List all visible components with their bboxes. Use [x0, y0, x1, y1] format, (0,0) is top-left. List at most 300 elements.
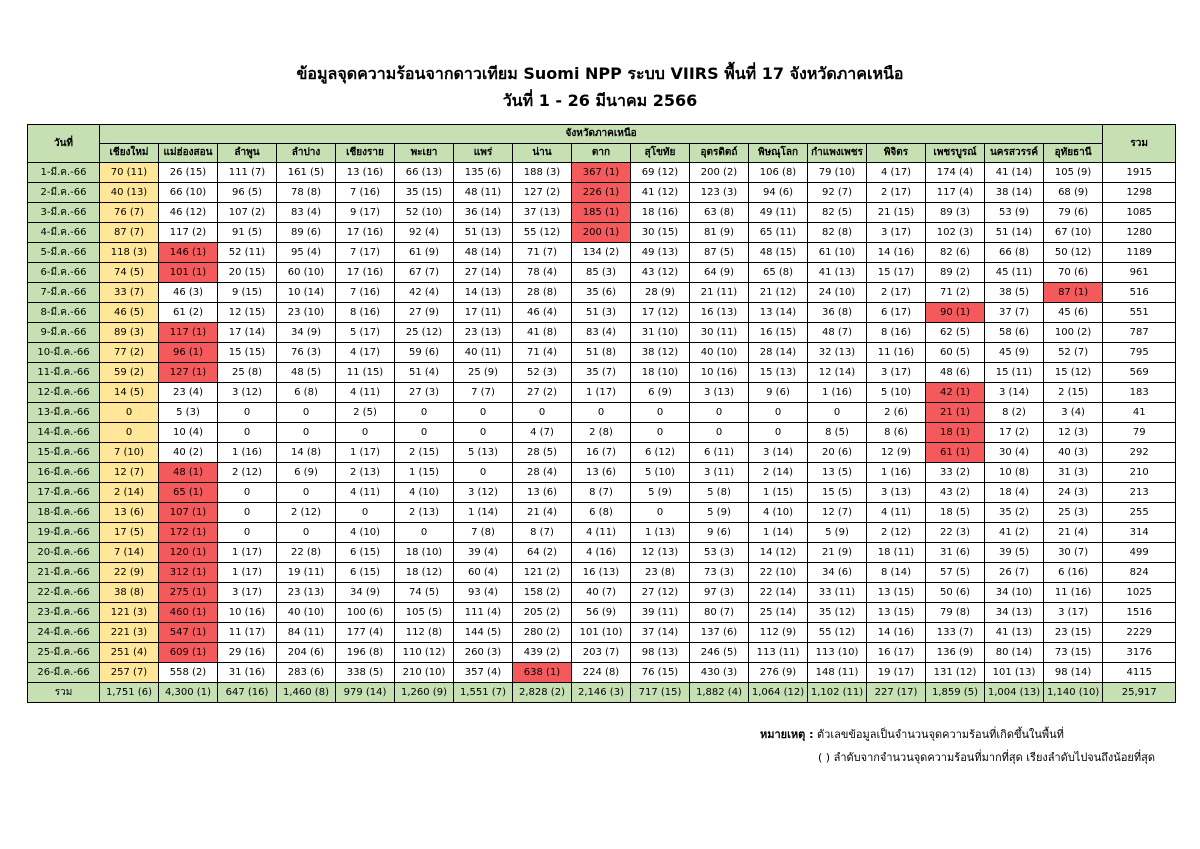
table-cell: 257 (7) — [100, 663, 159, 683]
table-cell: 97 (3) — [690, 583, 749, 603]
table-cell: 8 (16) — [867, 323, 926, 343]
table-cell: 66 (8) — [985, 243, 1044, 263]
table-cell: 11 (15) — [336, 363, 395, 383]
table-cell: 1 (15) — [395, 463, 454, 483]
table-cell: 46 (5) — [100, 303, 159, 323]
table-cell: 45 (11) — [985, 263, 1044, 283]
table-cell: 38 (5) — [985, 283, 1044, 303]
table-cell: 18 (4) — [985, 483, 1044, 503]
table-cell: 6 (9) — [631, 383, 690, 403]
table-cell: 0 — [218, 483, 277, 503]
table-cell: 0 — [218, 423, 277, 443]
table-cell: 59 (2) — [100, 363, 159, 383]
table-cell: 10 (8) — [985, 463, 1044, 483]
table-cell: 3 (12) — [218, 383, 277, 403]
table-cell: 117 (4) — [926, 183, 985, 203]
table-cell: 21 (11) — [690, 283, 749, 303]
table-cell: 3 (13) — [867, 483, 926, 503]
header-province: ตาก — [572, 144, 631, 163]
table-cell: 83 (4) — [572, 323, 631, 343]
table-cell: 158 (2) — [513, 583, 572, 603]
table-cell: 45 (6) — [1044, 303, 1103, 323]
table-cell: 70 (11) — [100, 163, 159, 183]
table-row — [28, 363, 1176, 383]
row-total: 79 — [1103, 423, 1176, 443]
table-row — [28, 183, 1176, 203]
table-cell: 34 (13) — [985, 603, 1044, 623]
row-date: 17-มี.ค.-66 — [28, 483, 100, 503]
table-cell: 34 (6) — [808, 563, 867, 583]
table-cell: 102 (3) — [926, 223, 985, 243]
sum-cell: 1,140 (10) — [1044, 683, 1103, 703]
table-cell: 174 (4) — [926, 163, 985, 183]
table-cell: 4 (17) — [867, 163, 926, 183]
table-cell: 17 (2) — [985, 423, 1044, 443]
table-cell: 127 (1) — [159, 363, 218, 383]
table-cell: 84 (11) — [277, 623, 336, 643]
table-cell: 34 (10) — [985, 583, 1044, 603]
table-cell: 547 (1) — [159, 623, 218, 643]
table-cell: 23 (13) — [454, 323, 513, 343]
table-cell: 46 (3) — [159, 283, 218, 303]
table-cell: 37 (13) — [513, 203, 572, 223]
table-cell: 43 (2) — [926, 483, 985, 503]
table-cell: 40 (2) — [159, 443, 218, 463]
table-cell: 41 (2) — [985, 523, 1044, 543]
table-cell: 251 (4) — [100, 643, 159, 663]
table-cell: 0 — [277, 523, 336, 543]
table-cell: 283 (6) — [277, 663, 336, 683]
table-cell: 111 (7) — [218, 163, 277, 183]
sum-cell: 1,551 (7) — [454, 683, 513, 703]
table-cell: 53 (9) — [985, 203, 1044, 223]
header-province: กำแพงเพชร — [808, 144, 867, 163]
table-cell: 17 (12) — [631, 303, 690, 323]
table-cell: 82 (5) — [808, 203, 867, 223]
table-cell: 203 (7) — [572, 643, 631, 663]
table-cell: 34 (9) — [336, 583, 395, 603]
province-header-row — [28, 144, 1176, 163]
row-total: 1189 — [1103, 243, 1176, 263]
table-cell: 18 (1) — [926, 423, 985, 443]
table-cell: 58 (6) — [985, 323, 1044, 343]
table-cell: 14 (5) — [100, 383, 159, 403]
table-cell: 275 (1) — [159, 583, 218, 603]
table-cell: 33 (2) — [926, 463, 985, 483]
table-cell: 61 (2) — [159, 303, 218, 323]
table-cell: 100 (2) — [1044, 323, 1103, 343]
table-row — [28, 643, 1176, 663]
table-cell: 2 (13) — [336, 463, 395, 483]
table-cell: 3 (17) — [218, 583, 277, 603]
table-cell: 79 (8) — [926, 603, 985, 623]
table-cell: 15 (5) — [808, 483, 867, 503]
sum-cell: 1,102 (11) — [808, 683, 867, 703]
table-cell: 0 — [690, 423, 749, 443]
table-cell: 52 (11) — [218, 243, 277, 263]
header-province: อุทัยธานี — [1044, 144, 1103, 163]
table-cell: 188 (3) — [513, 163, 572, 183]
table-cell: 51 (13) — [454, 223, 513, 243]
table-cell: 5 (10) — [867, 383, 926, 403]
table-cell: 15 (11) — [985, 363, 1044, 383]
table-cell: 260 (3) — [454, 643, 513, 663]
table-cell: 6 (9) — [277, 463, 336, 483]
table-row — [28, 623, 1176, 643]
table-row — [28, 503, 1176, 523]
table-cell: 144 (5) — [454, 623, 513, 643]
table-row — [28, 263, 1176, 283]
table-cell: 38 (14) — [985, 183, 1044, 203]
row-total: 314 — [1103, 523, 1176, 543]
table-cell: 0 — [395, 403, 454, 423]
row-date: 8-มี.ค.-66 — [28, 303, 100, 323]
table-cell: 19 (11) — [277, 563, 336, 583]
table-cell: 12 (3) — [1044, 423, 1103, 443]
table-cell: 7 (16) — [336, 283, 395, 303]
table-cell: 14 (16) — [867, 623, 926, 643]
table-cell: 40 (3) — [1044, 443, 1103, 463]
table-cell: 40 (7) — [572, 583, 631, 603]
table-cell: 31 (10) — [631, 323, 690, 343]
table-cell: 51 (8) — [572, 343, 631, 363]
table-cell: 80 (14) — [985, 643, 1044, 663]
table-cell: 17 (16) — [336, 223, 395, 243]
table-cell: 7 (16) — [336, 183, 395, 203]
table-cell: 357 (4) — [454, 663, 513, 683]
table-row — [28, 163, 1176, 183]
sum-cell: 1,882 (4) — [690, 683, 749, 703]
header-province: พิจิตร — [867, 144, 926, 163]
table-cell: 13 (14) — [749, 303, 808, 323]
table-cell: 1 (16) — [867, 463, 926, 483]
table-cell: 41 (13) — [808, 263, 867, 283]
table-cell: 15 (15) — [218, 343, 277, 363]
header-province: ลำปาง — [277, 144, 336, 163]
table-cell: 7 (10) — [100, 443, 159, 463]
table-cell: 20 (6) — [808, 443, 867, 463]
table-cell: 2 (8) — [572, 423, 631, 443]
table-cell: 12 (14) — [808, 363, 867, 383]
table-row — [28, 603, 1176, 623]
header-province: แพร่ — [454, 144, 513, 163]
table-cell: 18 (16) — [631, 203, 690, 223]
table-cell: 4 (11) — [336, 383, 395, 403]
table-cell: 74 (5) — [395, 583, 454, 603]
row-total: 787 — [1103, 323, 1176, 343]
table-cell: 53 (3) — [690, 543, 749, 563]
table-cell: 61 (1) — [926, 443, 985, 463]
table-cell: 7 (8) — [454, 523, 513, 543]
table-cell: 45 (9) — [985, 343, 1044, 363]
row-date: 5-มี.ค.-66 — [28, 243, 100, 263]
header-province: น่าน — [513, 144, 572, 163]
table-cell: 30 (7) — [1044, 543, 1103, 563]
table-cell: 41 (12) — [631, 183, 690, 203]
table-cell: 0 — [454, 403, 513, 423]
table-cell: 48 (6) — [926, 363, 985, 383]
table-cell: 1 (17) — [218, 543, 277, 563]
row-date: 24-มี.ค.-66 — [28, 623, 100, 643]
table-cell: 4 (11) — [572, 523, 631, 543]
table-cell: 3 (14) — [749, 443, 808, 463]
table-cell: 36 (14) — [454, 203, 513, 223]
table-row — [28, 583, 1176, 603]
table-cell: 87 (1) — [1044, 283, 1103, 303]
table-cell: 16 (15) — [749, 323, 808, 343]
sum-cell: 1,460 (8) — [277, 683, 336, 703]
table-cell: 22 (14) — [749, 583, 808, 603]
table-cell: 51 (3) — [572, 303, 631, 323]
table-cell: 37 (14) — [631, 623, 690, 643]
table-row — [28, 483, 1176, 503]
table-cell: 13 (6) — [513, 483, 572, 503]
table-cell: 2 (15) — [395, 443, 454, 463]
table-cell: 14 (8) — [277, 443, 336, 463]
table-cell: 0 — [336, 423, 395, 443]
table-cell: 6 (11) — [690, 443, 749, 463]
note-text-1: ตัวเลขข้อมูลเป็นจำนวนจุดความร้อนที่เกิดขึ้นในพื้นที่ — [817, 728, 1064, 741]
table-cell: 0 — [395, 423, 454, 443]
table-cell: 12 (9) — [867, 443, 926, 463]
table-cell: 123 (3) — [690, 183, 749, 203]
row-date: 9-มี.ค.-66 — [28, 323, 100, 343]
table-cell: 8 (7) — [513, 523, 572, 543]
table-cell: 27 (3) — [395, 383, 454, 403]
table-cell: 98 (13) — [631, 643, 690, 663]
table-cell: 66 (10) — [159, 183, 218, 203]
table-cell: 51 (4) — [395, 363, 454, 383]
sum-cell: 4,300 (1) — [159, 683, 218, 703]
table-cell: 35 (7) — [572, 363, 631, 383]
table-cell: 71 (7) — [513, 243, 572, 263]
table-cell: 121 (3) — [100, 603, 159, 623]
table-cell: 9 (6) — [749, 383, 808, 403]
table-cell: 246 (5) — [690, 643, 749, 663]
table-cell: 7 (14) — [100, 543, 159, 563]
table-cell: 73 (15) — [1044, 643, 1103, 663]
table-cell: 21 (4) — [513, 503, 572, 523]
table-cell: 0 — [749, 403, 808, 423]
table-cell: 49 (11) — [749, 203, 808, 223]
table-cell: 46 (12) — [159, 203, 218, 223]
table-cell: 112 (9) — [749, 623, 808, 643]
table-cell: 14 (13) — [454, 283, 513, 303]
table-cell: 3 (11) — [690, 463, 749, 483]
table-cell: 11 (16) — [867, 343, 926, 363]
table-cell: 21 (12) — [749, 283, 808, 303]
row-date: 23-มี.ค.-66 — [28, 603, 100, 623]
note-label: หมายเหตุ : — [760, 728, 814, 741]
table-cell: 9 (6) — [690, 523, 749, 543]
table-cell: 1 (17) — [218, 563, 277, 583]
table-cell: 79 (6) — [1044, 203, 1103, 223]
table-cell: 15 (17) — [867, 263, 926, 283]
table-cell: 0 — [218, 403, 277, 423]
table-cell: 40 (10) — [277, 603, 336, 623]
table-cell: 28 (9) — [631, 283, 690, 303]
table-cell: 11 (17) — [218, 623, 277, 643]
table-cell: 55 (12) — [513, 223, 572, 243]
table-cell: 460 (1) — [159, 603, 218, 623]
table-cell: 22 (8) — [277, 543, 336, 563]
table-cell: 28 (4) — [513, 463, 572, 483]
table-cell: 101 (13) — [985, 663, 1044, 683]
table-cell: 28 (5) — [513, 443, 572, 463]
table-cell: 121 (2) — [513, 563, 572, 583]
table-cell: 0 — [277, 423, 336, 443]
table-cell: 15 (12) — [1044, 363, 1103, 383]
table-cell: 280 (2) — [513, 623, 572, 643]
table-cell: 2 (12) — [867, 523, 926, 543]
table-cell: 27 (9) — [395, 303, 454, 323]
table-row — [28, 243, 1176, 263]
table-cell: 69 (12) — [631, 163, 690, 183]
table-cell: 95 (4) — [277, 243, 336, 263]
row-total: 183 — [1103, 383, 1176, 403]
table-cell: 6 (8) — [572, 503, 631, 523]
table-cell: 50 (6) — [926, 583, 985, 603]
table-cell: 430 (3) — [690, 663, 749, 683]
table-cell: 276 (9) — [749, 663, 808, 683]
table-cell: 0 — [631, 403, 690, 423]
row-total: 4115 — [1103, 663, 1176, 683]
table-cell: 27 (2) — [513, 383, 572, 403]
table-cell: 41 (8) — [513, 323, 572, 343]
row-date: 20-มี.ค.-66 — [28, 543, 100, 563]
table-cell: 13 (6) — [100, 503, 159, 523]
row-total: 2229 — [1103, 623, 1176, 643]
table-cell: 91 (5) — [218, 223, 277, 243]
table-cell: 100 (6) — [336, 603, 395, 623]
table-cell: 35 (15) — [395, 183, 454, 203]
table-cell: 6 (17) — [867, 303, 926, 323]
table-cell: 76 (7) — [100, 203, 159, 223]
table-cell: 0 — [277, 403, 336, 423]
table-cell: 558 (2) — [159, 663, 218, 683]
table-cell: 172 (1) — [159, 523, 218, 543]
table-cell: 23 (15) — [1044, 623, 1103, 643]
table-cell: 89 (2) — [926, 263, 985, 283]
row-date: 11-มี.ค.-66 — [28, 363, 100, 383]
table-cell: 111 (4) — [454, 603, 513, 623]
table-cell: 5 (8) — [690, 483, 749, 503]
table-cell: 40 (10) — [690, 343, 749, 363]
table-cell: 38 (8) — [100, 583, 159, 603]
table-cell: 65 (1) — [159, 483, 218, 503]
row-total: 41 — [1103, 403, 1176, 423]
table-cell: 10 (4) — [159, 423, 218, 443]
table-cell: 105 (5) — [395, 603, 454, 623]
table-cell: 57 (5) — [926, 563, 985, 583]
row-total: 795 — [1103, 343, 1176, 363]
table-cell: 6 (15) — [336, 543, 395, 563]
row-total: 292 — [1103, 443, 1176, 463]
table-cell: 79 (10) — [808, 163, 867, 183]
table-cell: 23 (10) — [277, 303, 336, 323]
table-cell: 25 (12) — [395, 323, 454, 343]
row-date: 2-มี.ค.-66 — [28, 183, 100, 203]
table-cell: 3 (13) — [690, 383, 749, 403]
table-cell: 105 (9) — [1044, 163, 1103, 183]
table-cell: 117 (1) — [159, 323, 218, 343]
table-cell: 59 (6) — [395, 343, 454, 363]
table-cell: 161 (5) — [277, 163, 336, 183]
table-cell: 27 (14) — [454, 263, 513, 283]
table-cell: 367 (1) — [572, 163, 631, 183]
row-date: 13-มี.ค.-66 — [28, 403, 100, 423]
table-cell: 12 (15) — [218, 303, 277, 323]
table-cell: 37 (7) — [985, 303, 1044, 323]
table-cell: 131 (12) — [926, 663, 985, 683]
table-cell: 39 (5) — [985, 543, 1044, 563]
header-province: แม่ฮ่องสอน — [159, 144, 218, 163]
table-cell: 6 (16) — [1044, 563, 1103, 583]
table-cell: 35 (12) — [808, 603, 867, 623]
table-cell: 60 (4) — [454, 563, 513, 583]
table-cell: 63 (8) — [690, 203, 749, 223]
table-row — [28, 543, 1176, 563]
table-cell: 33 (11) — [808, 583, 867, 603]
header-total: รวม — [1103, 125, 1176, 163]
table-cell: 89 (3) — [100, 323, 159, 343]
table-cell: 40 (11) — [454, 343, 513, 363]
note-line-1 — [760, 725, 1064, 743]
table-cell: 48 (15) — [749, 243, 808, 263]
sum-cell: 717 (15) — [631, 683, 690, 703]
row-total: 1516 — [1103, 603, 1176, 623]
table-cell: 11 (16) — [1044, 583, 1103, 603]
table-cell: 2 (12) — [218, 463, 277, 483]
row-date: 10-มี.ค.-66 — [28, 343, 100, 363]
table-cell: 29 (16) — [218, 643, 277, 663]
table-cell: 312 (1) — [159, 563, 218, 583]
table-cell: 5 (3) — [159, 403, 218, 423]
table-cell: 62 (5) — [926, 323, 985, 343]
table-cell: 1 (14) — [454, 503, 513, 523]
table-cell: 22 (9) — [100, 563, 159, 583]
table-cell: 65 (8) — [749, 263, 808, 283]
table-cell: 17 (11) — [454, 303, 513, 323]
table-cell: 67 (7) — [395, 263, 454, 283]
table-cell: 205 (2) — [513, 603, 572, 623]
table-cell: 2 (17) — [867, 183, 926, 203]
table-cell: 93 (4) — [454, 583, 513, 603]
table-cell: 78 (8) — [277, 183, 336, 203]
table-cell: 43 (12) — [631, 263, 690, 283]
table-cell: 1 (16) — [808, 383, 867, 403]
table-cell: 71 (2) — [926, 283, 985, 303]
table-cell: 134 (2) — [572, 243, 631, 263]
table-cell: 10 (14) — [277, 283, 336, 303]
table-cell: 110 (12) — [395, 643, 454, 663]
table-cell: 42 (4) — [395, 283, 454, 303]
table-cell: 13 (6) — [572, 463, 631, 483]
table-cell: 82 (8) — [808, 223, 867, 243]
table-cell: 90 (1) — [926, 303, 985, 323]
row-date: 25-มี.ค.-66 — [28, 643, 100, 663]
table-cell: 5 (13) — [454, 443, 513, 463]
table-cell: 22 (10) — [749, 563, 808, 583]
row-total: 569 — [1103, 363, 1176, 383]
table-cell: 200 (2) — [690, 163, 749, 183]
row-date: 14-มี.ค.-66 — [28, 423, 100, 443]
table-cell: 3 (17) — [1044, 603, 1103, 623]
table-row — [28, 203, 1176, 223]
table-cell: 83 (4) — [277, 203, 336, 223]
table-cell: 25 (14) — [749, 603, 808, 623]
table-cell: 8 (2) — [985, 403, 1044, 423]
